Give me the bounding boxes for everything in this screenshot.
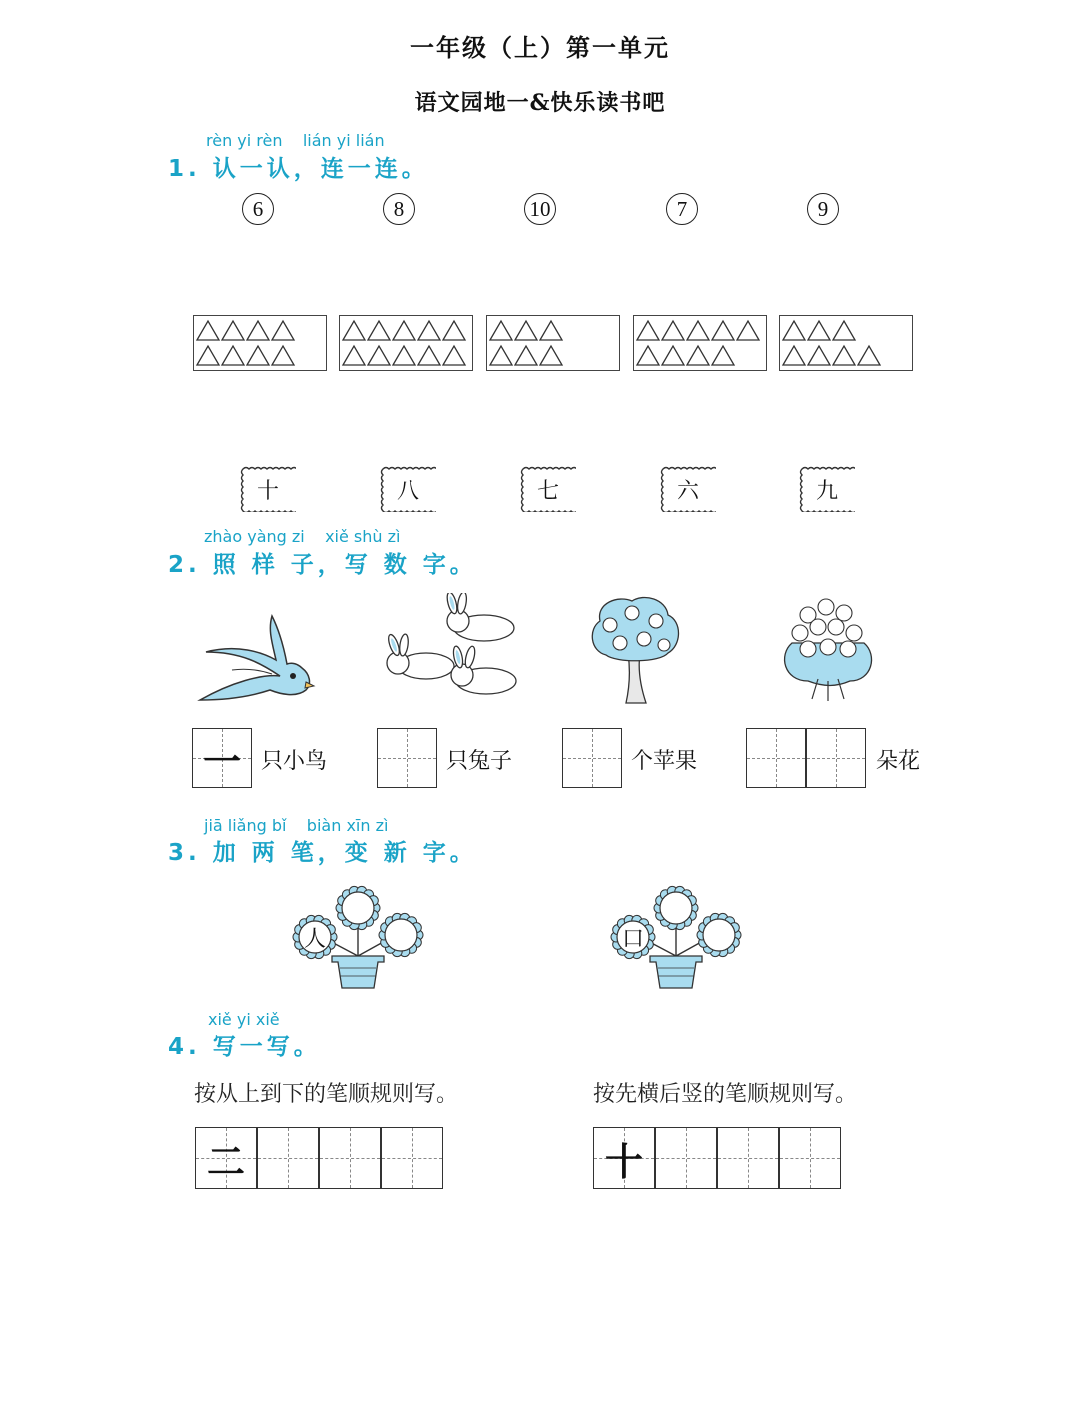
answer-char [563, 729, 621, 787]
triangle-mark [272, 346, 294, 365]
unit-label: 朵花 [876, 749, 921, 774]
triangle-mark [490, 346, 512, 365]
page-subtitle: 语文园地一&快乐读书吧 [414, 90, 666, 116]
writing-cell[interactable] [593, 1127, 655, 1189]
character-text: 六 [676, 478, 699, 504]
character-text: 七 [536, 478, 559, 504]
character-card[interactable] [799, 466, 855, 512]
apple-tree-illustration [586, 595, 682, 705]
triangle-mark [687, 321, 709, 340]
character-card[interactable] [380, 466, 436, 512]
flower-center [342, 892, 374, 924]
triangle-mark [418, 346, 440, 365]
triangle-mark [272, 321, 294, 340]
unit-label: 只兔子 [446, 749, 513, 774]
q4-pinyin: xiě yi xiě [208, 1010, 280, 1029]
number-circle[interactable]: 6 [242, 193, 274, 225]
answer-char: 一 [202, 738, 241, 784]
triangle-mark [197, 321, 219, 340]
triangle-mark [490, 321, 512, 340]
character-card[interactable] [660, 466, 716, 512]
triangle-box[interactable] [779, 315, 913, 371]
triangle-mark [783, 321, 805, 340]
character-card[interactable] [240, 466, 296, 512]
triangle-mark [833, 346, 855, 365]
flower-pot-ren [290, 880, 426, 992]
triangle-mark [197, 346, 219, 365]
triangle-mark [343, 346, 365, 365]
triangle-mark [443, 346, 465, 365]
character-card[interactable] [520, 466, 576, 512]
triangle-mark [515, 321, 537, 340]
triangle-mark [637, 346, 659, 365]
triangle-box[interactable] [339, 315, 473, 371]
triangle-mark [418, 321, 440, 340]
answer-cell[interactable] [562, 728, 622, 788]
flower-center [660, 892, 692, 924]
character-text: 八 [396, 478, 419, 504]
flower-center [703, 919, 735, 951]
example-character: 十 [604, 1138, 643, 1184]
writing-cell[interactable] [257, 1127, 319, 1189]
triangle-box[interactable] [633, 315, 767, 371]
triangle-mark [858, 346, 880, 365]
triangle-box[interactable] [486, 315, 620, 371]
bird-illustration [192, 612, 317, 707]
triangle-mark [833, 321, 855, 340]
triangle-mark [393, 321, 415, 340]
answer-char [378, 729, 436, 787]
writing-cell[interactable] [779, 1127, 841, 1189]
rabbits-illustration [380, 593, 520, 705]
page-title: 一年级（上）第一单元 [410, 33, 670, 62]
writing-cell[interactable] [381, 1127, 443, 1189]
triangle-mark [343, 321, 365, 340]
triangle-mark [712, 346, 734, 365]
triangle-mark [222, 346, 244, 365]
writing-cell[interactable] [655, 1127, 717, 1189]
rule-text: 按先横后竖的笔顺规则写。 [593, 1082, 858, 1107]
triangle-mark [368, 321, 390, 340]
triangle-mark [247, 346, 269, 365]
writing-cell[interactable] [717, 1127, 779, 1189]
triangle-mark [808, 346, 830, 365]
triangle-box[interactable] [193, 315, 327, 371]
triangle-mark [783, 346, 805, 365]
triangle-mark [393, 346, 415, 365]
q1-pinyin: rèn yi rèn lián yi lián [206, 131, 385, 150]
answer-cell[interactable] [746, 728, 806, 788]
triangle-mark [515, 346, 537, 365]
q2-pinyin: zhào yàng zi xiě shù zì [204, 527, 401, 546]
character-text: 十 [256, 478, 279, 504]
triangle-mark [808, 321, 830, 340]
answer-cell[interactable] [377, 728, 437, 788]
flower-bouquet-illustration [778, 595, 878, 705]
number-circle[interactable]: 7 [666, 193, 698, 225]
triangle-mark [687, 346, 709, 365]
rule-text: 按从上到下的笔顺规则写。 [194, 1082, 459, 1107]
triangle-mark [368, 346, 390, 365]
triangle-mark [540, 346, 562, 365]
triangle-mark [637, 321, 659, 340]
number-circle[interactable]: 9 [807, 193, 839, 225]
triangle-mark [247, 321, 269, 340]
flower-center [385, 919, 417, 951]
q1-heading: 1. 认一认，连一连。 [168, 156, 429, 182]
triangle-mark [712, 321, 734, 340]
triangle-mark [737, 321, 759, 340]
q4-heading: 4. 写一写。 [168, 1034, 321, 1060]
number-circle[interactable]: 10 [524, 193, 556, 225]
unit-label: 只小鸟 [261, 749, 328, 774]
answer-cell[interactable] [192, 728, 252, 788]
q3-pinyin: jiā liǎng bǐ biàn xīn zì [204, 816, 389, 835]
q3-heading: 3. 加 两 笔，变 新 字。 [168, 840, 477, 866]
triangle-mark [662, 346, 684, 365]
unit-label: 个苹果 [631, 749, 698, 774]
number-circle[interactable]: 8 [383, 193, 415, 225]
flower-pot [332, 956, 384, 988]
triangle-mark [222, 321, 244, 340]
example-character: 二 [206, 1138, 245, 1184]
base-character: 人 [303, 926, 326, 952]
triangle-mark [443, 321, 465, 340]
base-character: 口 [621, 926, 644, 952]
writing-cell[interactable] [195, 1127, 257, 1189]
character-text: 九 [815, 478, 838, 504]
writing-cell[interactable] [319, 1127, 381, 1189]
q2-heading: 2. 照 样 子，写 数 字。 [168, 552, 477, 578]
answer-cell[interactable] [806, 728, 866, 788]
flower-pot-kou [608, 880, 744, 992]
flower-pot [650, 956, 702, 988]
triangle-mark [662, 321, 684, 340]
triangle-mark [540, 321, 562, 340]
